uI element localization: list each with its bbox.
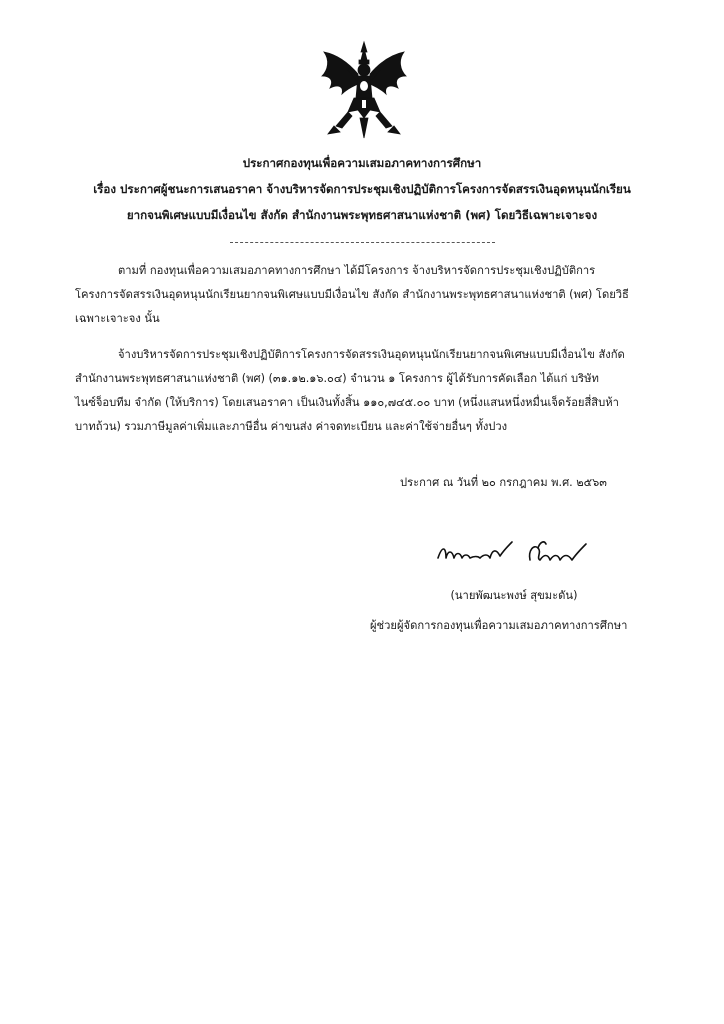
paragraph-2-line-1: จ้างบริหารจัดการประชุมเชิงปฏิบัติการโครงการจัดสรรเงินอุดหนุนนักเรียนยากจนพิเศษแบบมีเงื่อนไข สังกัด <box>118 348 625 361</box>
paragraph-2-line-2: สำนักงานพระพุทธศาสนาแห่งชาติ (พศ) (๓๑.๑๒.๑๖.๐๔) จำนวน ๑ โครงการ ผู้ได้รับการคัดเลือก ได้แก่ บริษัท <box>75 372 599 385</box>
garuda-emblem-icon <box>320 40 408 140</box>
handwritten-signature <box>434 536 594 570</box>
paragraph-1-line-1: ตามที่ กองทุนเพื่อความเสมอภาคทางการศึกษา ได้มีโครงการ จ้างบริหารจัดการประชุมเชิงปฏิบัติการ <box>118 264 596 277</box>
subject-line-2: ยากจนพิเศษแบบมีเงื่อนไข สังกัด สำนักงานพระพุทธศาสนาแห่งชาติ (พศ) โดยวิธีเฉพาะเจาะจง <box>126 208 598 222</box>
section-divider <box>230 242 495 243</box>
paragraph-1-line-2: โครงการจัดสรรเงินอุดหนุนนักเรียนยากจนพิเศษแบบมีเงื่อนไข สังกัด สำนักงานพระพุทธศาสนาแห่งชาติ (พศ) โดยวิธี <box>75 288 629 301</box>
subject-line-1: เรื่อง ประกาศผู้ชนะการเสนอราคา จ้างบริหารจัดการประชุมเชิงปฏิบัติการโครงการจัดสรรเงินอุดหนุนนักเรียน <box>93 182 631 196</box>
signer-name: (นายพัฒนะพงษ์ สุขมะดัน) <box>450 589 578 602</box>
document-title: ประกาศกองทุนเพื่อความเสมอภาคทางการศึกษา <box>242 156 482 170</box>
paragraph-2-line-4: บาทถ้วน) รวมภาษีมูลค่าเพิ่มและภาษีอื่น ค่าขนส่ง ค่าจดทะเบียน และค่าใช้จ่ายอื่นๆ ทั้งปวง <box>75 420 508 433</box>
signer-title: ผู้ช่วยผู้จัดการกองทุนเพื่อความเสมอภาคทางการศึกษา <box>370 619 628 632</box>
announcement-date: ประกาศ ณ วันที่ ๒๐ กรกฎาคม พ.ศ. ๒๕๖๓ <box>400 476 607 489</box>
paragraph-1-line-3: เฉพาะเจาะจง นั้น <box>75 312 160 325</box>
paragraph-2-line-3: ไนซ์จ็อบทีม จำกัด (ให้บริการ) โดยเสนอราคา เป็นเงินทั้งสิ้น ๑๑๐,๗๔๕.๐๐ บาท (หนึ่งแสนหนึ่งหมื่นเจ็ดร้อยสี่สิบห้า <box>75 396 619 409</box>
